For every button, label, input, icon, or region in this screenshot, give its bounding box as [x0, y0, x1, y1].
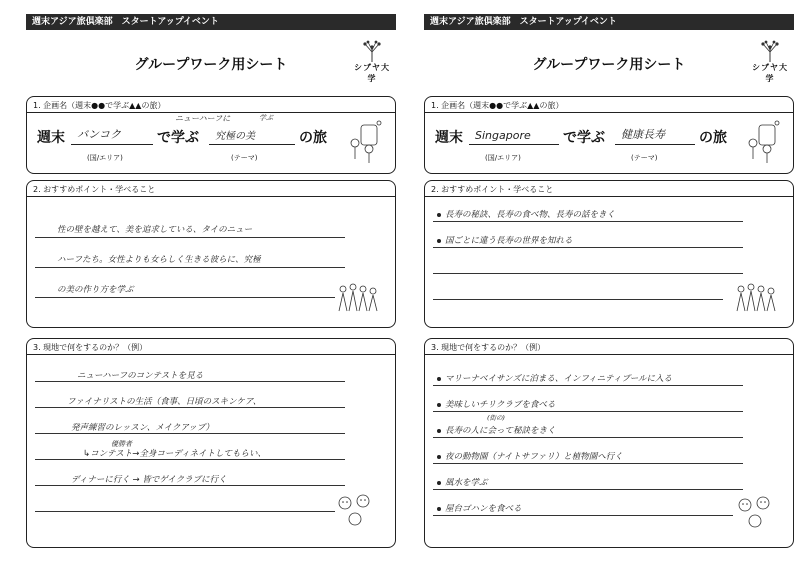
- right-theme-label: (テーマ): [631, 154, 658, 162]
- left-action-note: 優勝者: [111, 440, 132, 448]
- left-place-label: (国/エリア): [87, 154, 123, 162]
- right-theme-value: 健康長寿: [621, 128, 665, 141]
- right-place-field[interactable]: [469, 122, 559, 145]
- right-section2-label: 2. おすすめポイント・学べること: [431, 185, 554, 194]
- left-travelers-illustration-icon: [345, 119, 387, 165]
- left-action-line-4: ↳コンテスト→全身コーディネイトしてもらい、: [83, 449, 267, 459]
- left-faces-illustration-icon: [335, 489, 375, 529]
- right-faces-illustration-icon: [735, 491, 775, 531]
- right-section3: [424, 338, 794, 548]
- right-action-line-2: 美味しいチリクラブを食べる: [445, 400, 556, 410]
- left-point-line-1: 性の壁を越えて、美を追求している、タイのニュー: [57, 225, 253, 235]
- left-title: グループワーク用シート: [134, 57, 288, 73]
- left-section3-label: 3. 現地で何をするのか？（例）: [33, 343, 148, 352]
- right-section1-label: 1. 企画名（週末●●で学ぶ▲▲の旅）: [431, 101, 564, 110]
- left-section2-label: 2. おすすめポイント・学べること: [33, 185, 156, 194]
- right-section1: [424, 96, 794, 174]
- left-group-illustration-icon: [335, 281, 379, 315]
- left-action-line-1: ニューハーフのコンテストを見る: [77, 371, 204, 381]
- left-plan-name-row: [37, 123, 357, 149]
- right-header-bar: 週末アジア旅倶楽部 スタートアップイベント: [424, 14, 794, 30]
- right-action-line-4: 夜の動物園（ナイトサファリ）と植物園へ行く: [445, 452, 623, 462]
- left-action-line-5: ディナーに行く → 皆でゲイクラブに行く: [71, 475, 227, 485]
- right-point-line-1: 長寿の秘訣、長寿の食べ物、長寿の話をきく: [445, 210, 616, 220]
- left-action-line-2: ファイナリストの生活（食事、日頃のスキンケア、: [67, 397, 262, 407]
- right-plan-name-row: [435, 123, 755, 149]
- right-section3-label: 3. 現地で何をするのか？（例）: [431, 343, 546, 352]
- right-suffix: の旅: [699, 130, 727, 146]
- right-action-line-1: マリーナベイサンズに泊まる、インフィニティプールに入る: [445, 374, 673, 384]
- left-section1: [26, 96, 396, 174]
- right-travelers-illustration-icon: [743, 119, 785, 165]
- left-section1-annotation: ニューハーフに: [175, 114, 231, 123]
- left-theme-field[interactable]: [209, 122, 295, 145]
- left-point-line-3: の美の作り方を学ぶ: [57, 285, 134, 295]
- right-title: グループワーク用シート: [532, 57, 686, 73]
- left-theme-label: (テーマ): [231, 154, 258, 162]
- left-header-bar: 週末アジア旅倶楽部 スタートアップイベント: [26, 14, 396, 30]
- left-point-line-2: ハーフたち。女性よりも女らしく生きる彼らに、究極: [57, 255, 261, 265]
- left-section2: [26, 180, 396, 328]
- left-logo-text: シブヤ大学: [354, 63, 390, 83]
- right-section2: [424, 180, 794, 328]
- right-point-line-2: 国ごとに違う長寿の世界を知れる: [445, 236, 573, 246]
- right-sheet: [424, 14, 794, 554]
- right-action-note: (街の): [487, 414, 506, 422]
- right-place-label: (国/エリア): [485, 154, 521, 162]
- left-section3: [26, 338, 396, 548]
- left-theme-value: 究極の美: [215, 131, 255, 142]
- right-action-line-5: 風水を学ぶ: [445, 478, 488, 488]
- right-middle: で学ぶ: [563, 130, 605, 146]
- right-action-line-6: 屋台ゴハンを食べる: [445, 504, 522, 514]
- left-middle: で学ぶ: [157, 130, 199, 146]
- left-prefix: 週末: [37, 130, 65, 146]
- right-place-value: Singapore: [475, 129, 531, 142]
- right-theme-field[interactable]: [615, 122, 695, 145]
- left-action-line-3: 発声練習のレッスン、メイクアップ）: [71, 423, 214, 433]
- right-logo-text: シブヤ大学: [752, 63, 788, 83]
- right-action-line-3: 長寿の人に会って秘訣をきく: [445, 426, 556, 436]
- left-suffix: の旅: [299, 130, 327, 146]
- right-group-illustration-icon: [733, 281, 777, 315]
- left-sheet: [26, 14, 396, 554]
- left-section1-annotation2: 学ぶ: [259, 114, 273, 122]
- right-prefix: 週末: [435, 130, 463, 146]
- left-place-value: バンコク: [77, 128, 121, 141]
- left-place-field[interactable]: [71, 122, 153, 145]
- left-section1-label: 1. 企画名（週末●●で学ぶ▲▲の旅）: [33, 101, 166, 110]
